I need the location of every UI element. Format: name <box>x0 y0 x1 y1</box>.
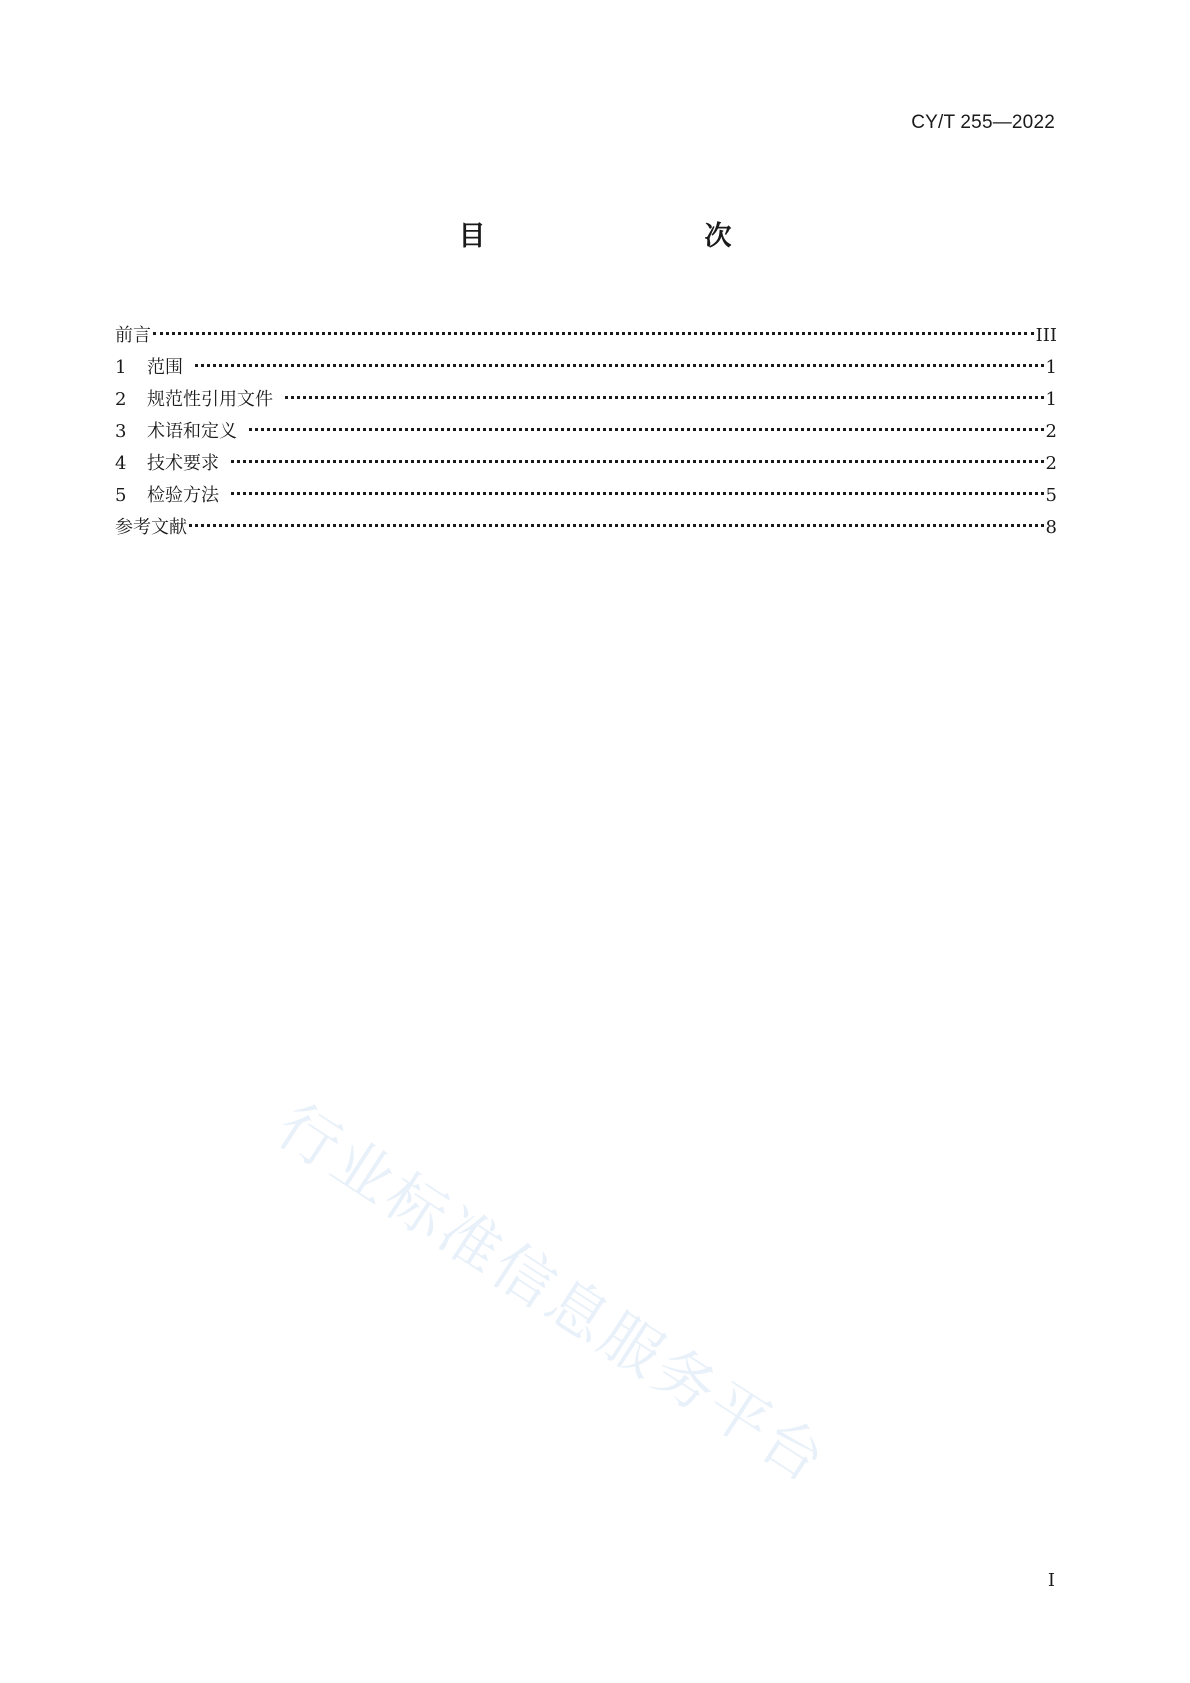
toc-entry-foreword[interactable] <box>115 320 1057 352</box>
toc-entry-page: 8 <box>1045 517 1057 538</box>
toc-entry-page: 1 <box>1045 357 1057 378</box>
dot-leader <box>231 492 1044 495</box>
toc-entry-label: 范围 <box>147 357 183 378</box>
watermark: 行业标准信息服务平台 <box>264 1090 840 1499</box>
toc-entry-page: III <box>1035 325 1057 346</box>
toc-entry-number: 4 <box>115 453 127 474</box>
toc-entry-label: 技术要求 <box>147 453 219 474</box>
toc-entry-page: 2 <box>1045 421 1057 442</box>
dot-leader <box>249 428 1044 431</box>
toc-entry-label: 规范性引用文件 <box>147 389 273 410</box>
toc-entry-page: 5 <box>1045 485 1057 506</box>
toc-entry-normative-references[interactable] <box>115 384 1057 416</box>
toc-entry-page: 1 <box>1045 389 1057 410</box>
toc-entry-label: 检验方法 <box>147 485 219 506</box>
toc-entry-bibliography[interactable] <box>115 512 1057 544</box>
toc-entry-number: 1 <box>115 357 127 378</box>
toc-entry-label: 参考文献 <box>115 517 187 538</box>
dot-leader <box>153 332 1034 335</box>
dot-leader <box>189 524 1044 527</box>
toc-entry-test-methods[interactable] <box>115 480 1057 512</box>
dot-leader <box>195 364 1044 367</box>
document-code: CY/T 255—2022 <box>911 112 1055 133</box>
dot-leader <box>231 460 1044 463</box>
toc-entry-label: 前言 <box>115 325 151 346</box>
toc-entry-terms-definitions[interactable] <box>115 416 1057 448</box>
dot-leader <box>285 396 1044 399</box>
table-of-contents <box>115 320 1057 544</box>
toc-entry-page: 2 <box>1045 453 1057 474</box>
toc-entry-label: 术语和定义 <box>147 421 237 442</box>
toc-entry-number: 3 <box>115 421 127 442</box>
toc-entry-technical-requirements[interactable] <box>115 448 1057 480</box>
toc-entry-number: 2 <box>115 389 127 410</box>
page-number: I <box>1047 1570 1055 1591</box>
toc-entry-number: 5 <box>115 485 127 506</box>
toc-entry-scope[interactable] <box>115 352 1057 384</box>
page-title: 目 次 <box>458 221 787 252</box>
